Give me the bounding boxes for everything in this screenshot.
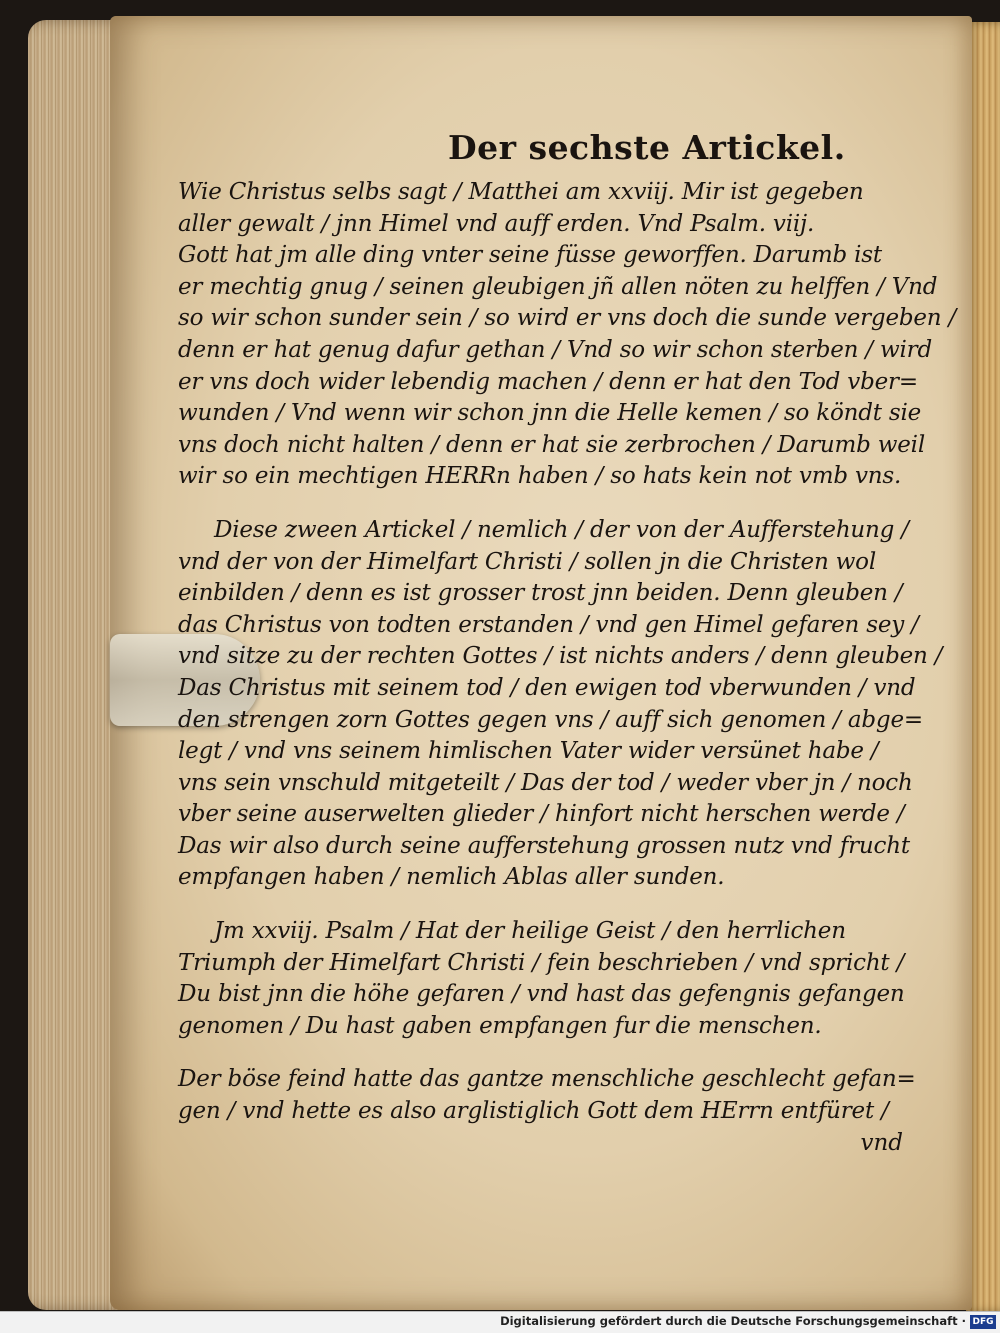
text-line: vns sein vnschuld mitgeteilt / Das der tod / weder vber jn / noch [178, 769, 913, 796]
text-line: legt / vnd vns seinem himlischen Vater wider versünet habe / [178, 738, 879, 765]
text-line: genomen / Du hast gaben empfangen fur die menschen. [178, 1012, 822, 1039]
text-line: vns doch nicht halten / denn er hat sie zerbrochen / Darumb weil [178, 431, 925, 458]
text-line: Du bist jnn die höhe gefaren / vnd hast das gefengnis gefangen [178, 981, 905, 1008]
text-line: vnd der von der Himelfart Christi / sollen jn die Christen wol [178, 548, 876, 575]
text-line: wunden / Vnd wenn wir schon jnn die Helle kemen / so köndt sie [178, 400, 922, 427]
text-line: wir so ein mechtigen HERRn haben / so hats kein not vmb vns. [178, 463, 902, 490]
page-heading: Der sechste Artickel. [448, 128, 846, 167]
footer-credit: Digitalisierung gefördert durch die Deutsche Forschungsgemeinschaft · [500, 1314, 966, 1328]
text-line: Triumph der Himelfart Christi / fein beschrieben / vnd spricht / [178, 949, 905, 976]
dfg-logo-icon: DFG [970, 1315, 996, 1329]
paragraph-4 [178, 1064, 938, 1127]
text-line: so wir schon sunder sein / so wird er vns doch die sunde vergeben / [178, 305, 957, 332]
text-line: gen / vnd hette es also arglistiglich Gott dem HErrn entfüret / [178, 1098, 889, 1125]
text-line: aller gewalt / jnn Himel vnd auff erden. Vnd Psalm. viij. [178, 210, 815, 237]
footer-bar [0, 1311, 1000, 1333]
text-line: einbilden / denn es ist grosser trost jnn beiden. Denn gleuben / [178, 580, 903, 607]
text-line: Jm xxviij. Psalm / Hat der heilige Geist / den herrlichen [214, 918, 846, 945]
catchword: vnd [860, 1129, 903, 1156]
text-line: vber seine auserwelten glieder / hinfort nicht herschen werde / [178, 801, 905, 828]
page-text [178, 128, 957, 1159]
text-line: er vns doch wider lebendig machen / denn er hat den Tod vber= [178, 368, 918, 395]
text-line: Das Christus mit seinem tod / den ewigen tod vberwunden / vnd [178, 674, 916, 701]
text-line: Diese zween Artickel / nemlich / der von der Aufferstehung / [214, 516, 909, 543]
paragraph-2 [178, 515, 943, 894]
paragraph-3 [178, 916, 938, 1042]
text-line: er mechtig gnug / seinen gleubigen jñ allen nöten zu helffen / Vnd [178, 273, 938, 300]
text-line: Das wir also durch seine aufferstehung grossen nutz vnd frucht [178, 832, 910, 859]
text-line: Wie Christus selbs sagt / Matthei am xxviij. Mir ist gegeben [178, 179, 864, 205]
text-line: Gott hat jm alle ding vnter seine füsse geworffen. Darumb ist [178, 242, 882, 269]
text-line: vnd sitze zu der rechten Gottes / ist nichts anders / denn gleuben / [178, 643, 943, 670]
paragraph-1 [178, 177, 957, 493]
text-line: den strengen zorn Gottes gegen vns / auff sich genomen / abge= [178, 706, 923, 733]
text-line: Der böse feind hatte das gantze menschliche geschlecht gefan= [178, 1066, 916, 1093]
text-line: denn er hat genug dafur gethan / Vnd so wir schon sterben / wird [178, 336, 932, 363]
text-line: empfangen haben / nemlich Ablas aller sunden. [178, 864, 725, 891]
text-line: das Christus von todten erstanden / vnd gen Himel gefaren sey / [178, 611, 919, 638]
